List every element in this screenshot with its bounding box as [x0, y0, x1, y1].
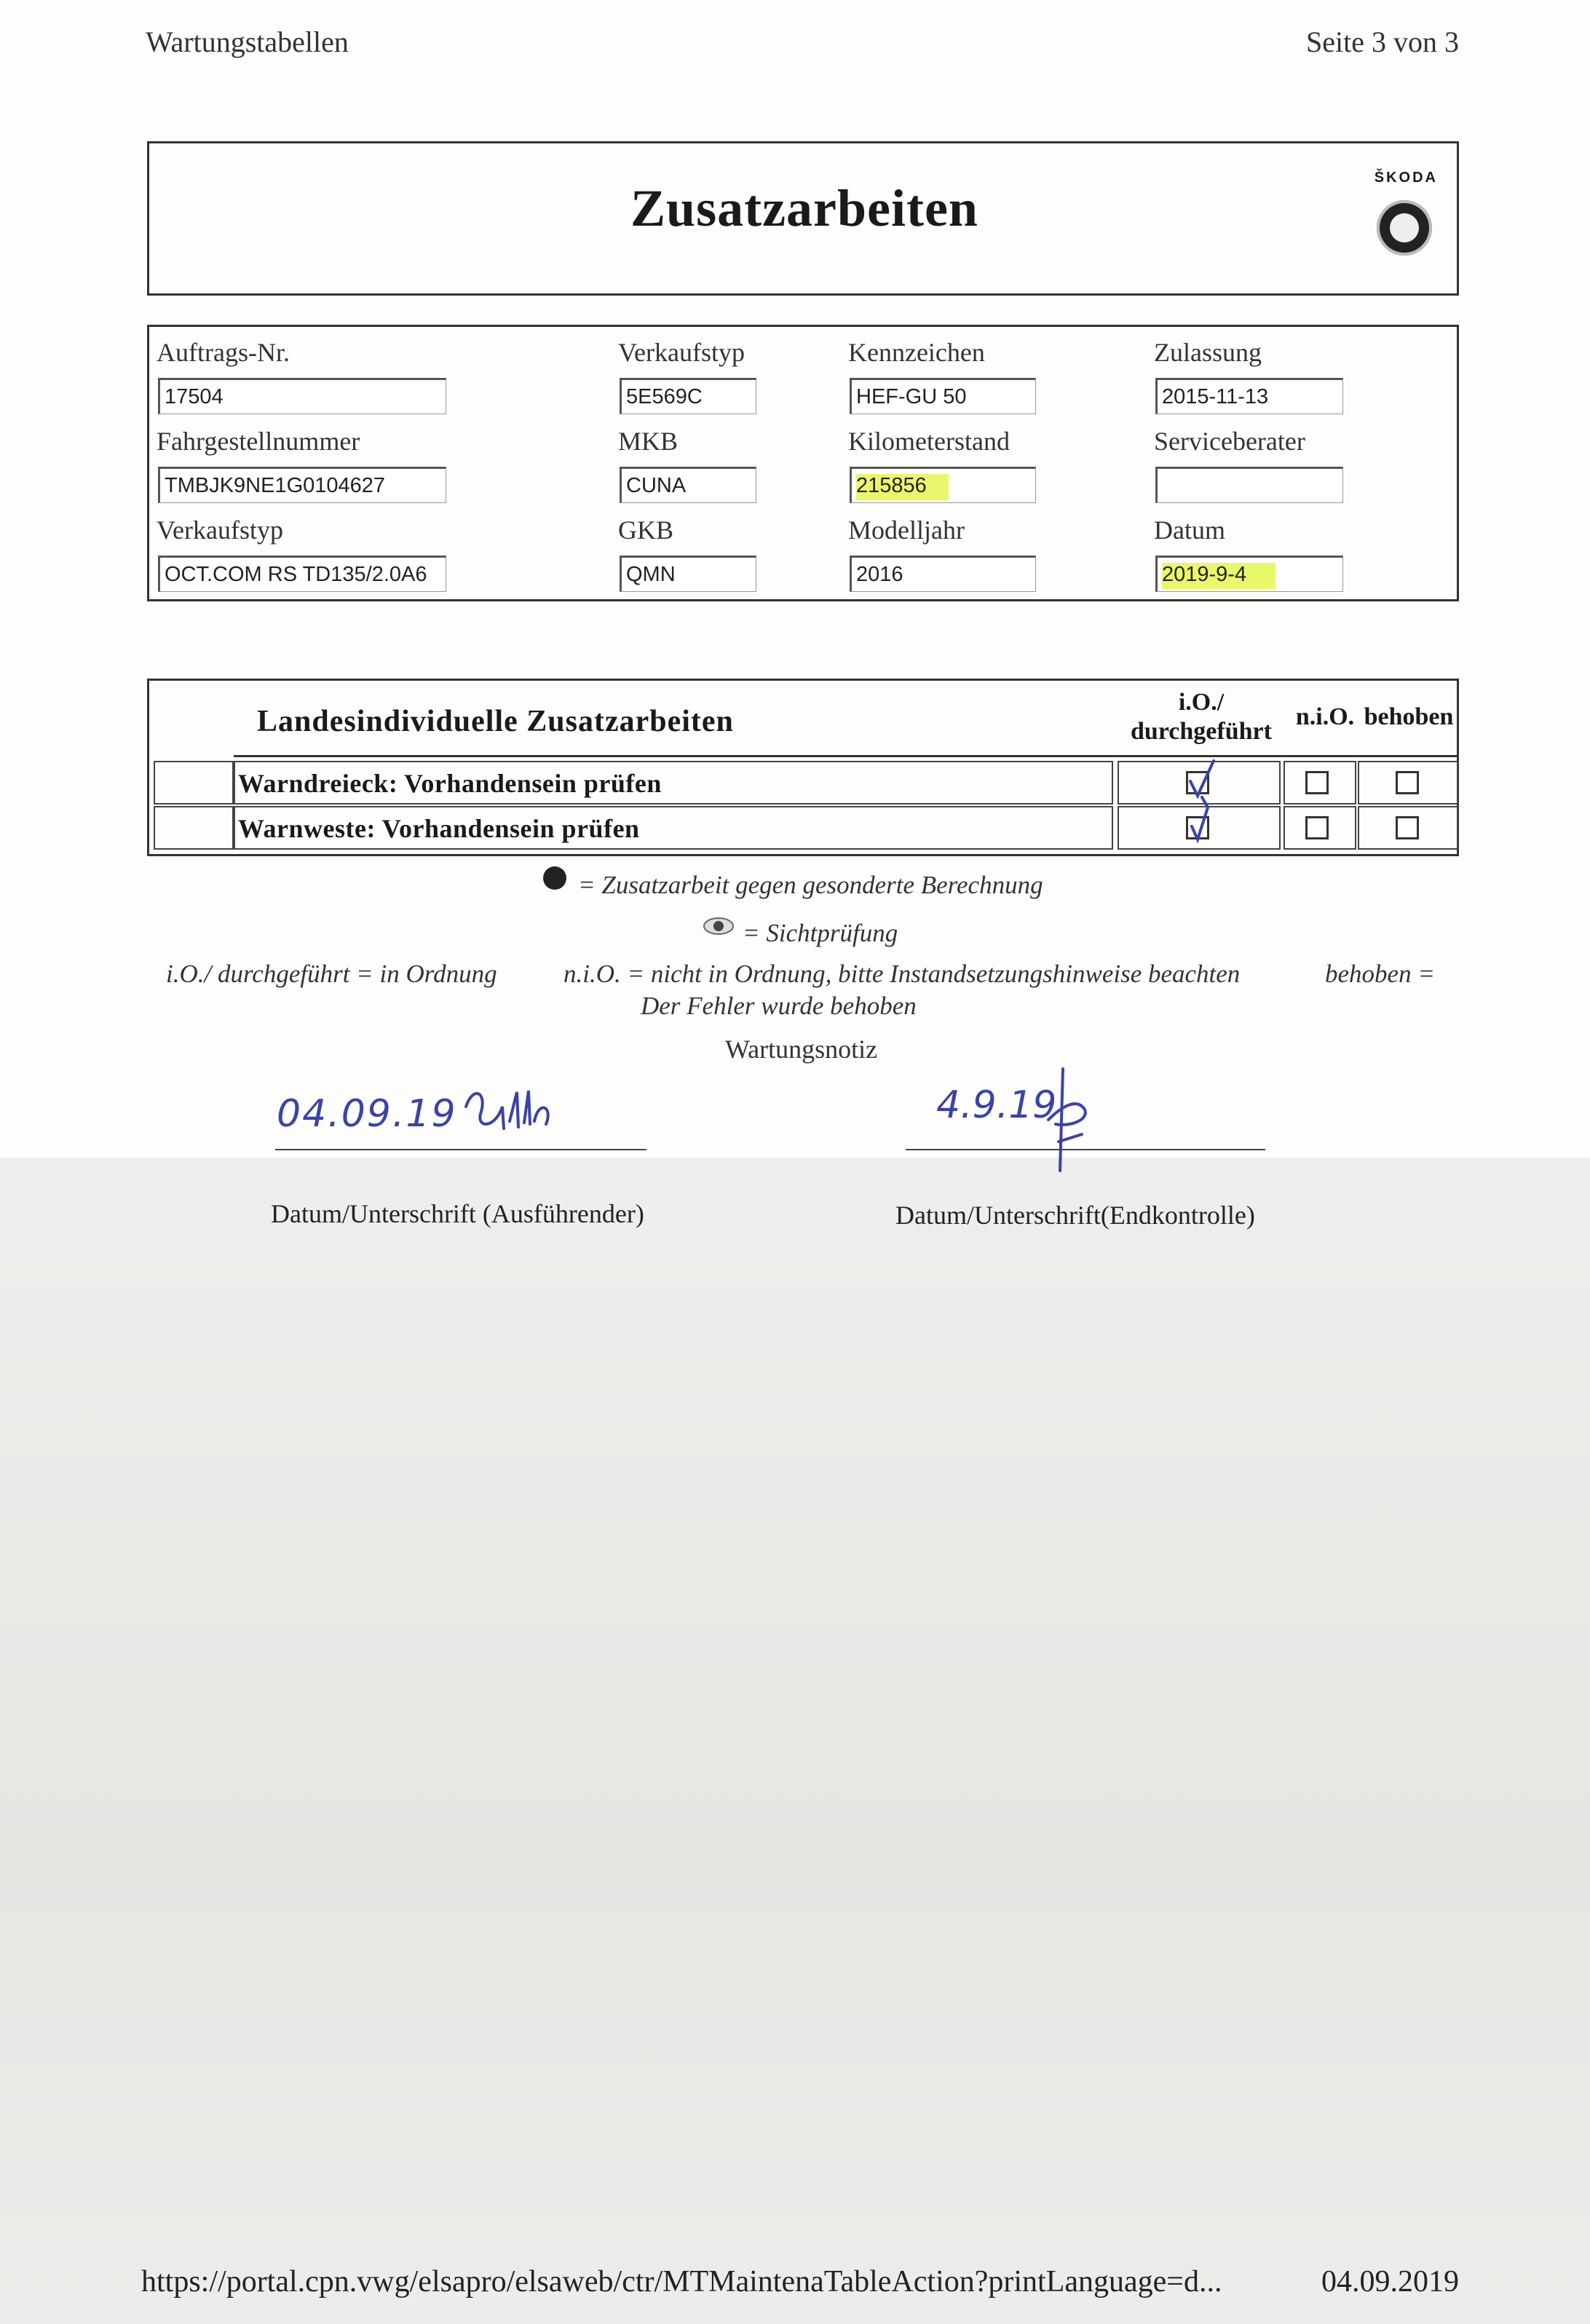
handwritten-checkmarks-icon — [1168, 754, 1249, 855]
behoben-checkbox[interactable] — [1396, 771, 1419, 794]
col-header-behoben: behoben — [1364, 703, 1454, 730]
handwritten-date-left: 04.09.19 — [277, 1092, 457, 1136]
field-mkb: CUNA — [620, 467, 756, 503]
zusatzarbeiten-table — [147, 679, 1459, 856]
col-header-io-line2: durchgeführt — [1131, 718, 1272, 745]
legend-behoben: behoben = — [1325, 960, 1435, 988]
legend-zusatzarbeit: = Zusatzarbeit gegen gesonderte Berechnung — [578, 871, 1043, 899]
label-auftrags-nr: Auftrags-Nr. — [157, 338, 290, 367]
col-header-io-line1: i.O./ — [1178, 689, 1225, 716]
label-zulassung: Zulassung — [1154, 338, 1262, 367]
field-fahrgestellnummer: TMBJK9NE1G0104627 — [158, 467, 446, 503]
vehicle-info-box — [147, 325, 1459, 601]
behoben-checkbox[interactable] — [1396, 816, 1419, 839]
label-fahrgestellnummer: Fahrgestellnummer — [157, 427, 360, 456]
signature-line-right — [906, 1149, 1265, 1150]
handwritten-date-right: 4.9.19 — [936, 1083, 1057, 1127]
field-datum — [1155, 556, 1343, 592]
eye-icon — [702, 914, 735, 938]
field-modelljahr: 2016 — [850, 556, 1036, 592]
page-title: Zusatzarbeiten — [630, 179, 978, 237]
label-kennzeichen: Kennzeichen — [848, 338, 985, 367]
field-verkaufstyp-2: OCT.COM RS TD135/2.0A6 — [158, 556, 446, 592]
field-kilometerstand — [850, 467, 1036, 503]
nio-checkbox[interactable] — [1305, 771, 1329, 794]
row-text: Warnweste: Vorhandensein prüfen — [238, 814, 640, 843]
label-kilometerstand: Kilometerstand — [848, 427, 1010, 456]
label-mkb: MKB — [618, 427, 679, 456]
footer-date: 04.09.2019 — [1321, 2265, 1459, 2299]
row-index-cell — [154, 761, 234, 805]
field-kennzeichen: HEF-GU 50 — [850, 378, 1036, 414]
footer-url: https://portal.cpn.vwg/elsapro/elsaweb/ctr/MTMaintenaTableAction?printLanguage=d... — [141, 2265, 1222, 2299]
legend-behoben-text: Der Fehler wurde behoben — [641, 992, 917, 1020]
skoda-logo-icon — [1377, 200, 1432, 256]
table-title: Landesindividuelle Zusatzarbeiten — [257, 705, 734, 738]
label-datum: Datum — [1154, 515, 1225, 545]
signature-line-left — [275, 1149, 646, 1150]
col-header-io — [1118, 688, 1285, 746]
signature-label-left: Datum/Unterschrift (Ausführender) — [271, 1199, 644, 1228]
label-verkaufstyp-2: Verkaufstyp — [157, 515, 283, 545]
label-verkaufstyp: Verkaufstyp — [618, 338, 745, 367]
legend-nio: n.i.O. = nicht in Ordnung, bitte Instandsetzungshinweise beachten — [563, 960, 1241, 988]
legend-io: i.O./ durchgeführt = in Ordnung — [166, 960, 497, 988]
legend-sichtpruefung: = Sichtprüfung — [743, 919, 898, 947]
field-auftrags-nr: 17504 — [158, 378, 446, 414]
paper-fold-shadow — [0, 1158, 1590, 2324]
title-box — [147, 141, 1459, 296]
signature-label-right: Datum/Unterschrift(Endkontrolle) — [895, 1201, 1255, 1230]
row-text-cell — [234, 761, 1113, 805]
nio-checkbox[interactable] — [1305, 816, 1329, 839]
signature-right-icon — [1034, 1062, 1114, 1178]
signature-left-icon — [459, 1078, 590, 1143]
field-zulassung: 2015-11-13 — [1155, 378, 1343, 414]
brand-name: ŠKODA — [1374, 170, 1438, 186]
label-gkb: GKB — [618, 515, 674, 545]
field-serviceberater — [1155, 467, 1343, 503]
label-serviceberater: Serviceberater — [1154, 427, 1305, 456]
row-text-cell — [234, 806, 1113, 850]
highlight-datum: 2019-9-4 — [1162, 563, 1275, 589]
highlight-kilometerstand: 215856 — [856, 474, 949, 500]
row-text: Warndreieck: Vorhandensein prüfen — [238, 769, 662, 798]
header-title: Wartungstabellen — [146, 25, 349, 58]
wartungsnotiz-label: Wartungsnotiz — [725, 1035, 878, 1064]
zusatzarbeit-dot-icon — [543, 866, 566, 890]
col-header-nio: n.i.O. — [1295, 703, 1355, 730]
row-index-cell — [154, 806, 234, 850]
field-gkb: QMN — [620, 556, 756, 592]
field-verkaufstyp: 5E569C — [620, 378, 756, 414]
label-modelljahr: Modelljahr — [848, 515, 965, 545]
page-number: Seite 3 von 3 — [1306, 25, 1459, 58]
header-divider — [234, 755, 1458, 757]
